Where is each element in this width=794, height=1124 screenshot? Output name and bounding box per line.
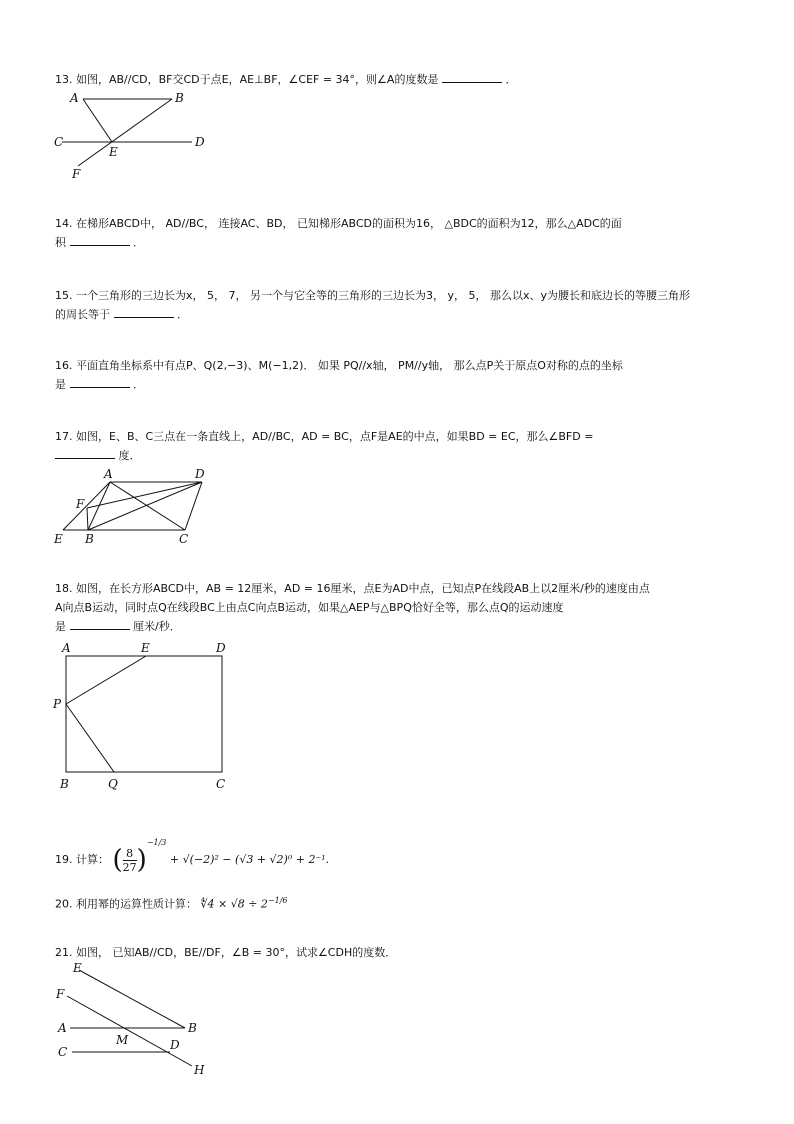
- question-13: 13. 如图，AB//CD，BF交CD于点E，AE⊥BF，∠CEF = 34°，则∠A的度数是 ．: [55, 70, 516, 89]
- label-F: F: [72, 167, 81, 181]
- question-17-line1: 17. 如图，E、B、C三点在一条直线上，AD//BC，AD = BC，点F是AE的中点，如果BD = EC，那么∠BFD =: [55, 430, 594, 443]
- label-A: A: [70, 91, 79, 105]
- label-E: E: [54, 532, 63, 546]
- label-F: F: [56, 987, 65, 1001]
- answer-blank[interactable]: [70, 375, 130, 388]
- label-E: E: [109, 145, 118, 159]
- label-C: C: [216, 777, 226, 791]
- label-A: A: [104, 467, 113, 481]
- label-E: E: [141, 641, 150, 655]
- label-M: M: [116, 1033, 129, 1047]
- question-15: 15. 一个三角形的三边长为x， 5， 7， 另一个与它全等的三角形的三边长为3， y， 5， 那么以x、y为腰长和底边长的等腰三角形 的周长等于 ．: [55, 286, 690, 324]
- label-A: A: [62, 641, 71, 655]
- label-H: H: [194, 1063, 205, 1077]
- answer-blank[interactable]: [442, 70, 502, 83]
- label-B: B: [188, 1021, 197, 1035]
- label-F: F: [76, 497, 85, 511]
- question-18-line2: A向点B运动，同时点Q在线段BC上由点C向点B运动，如果△AEP与△BPQ恰好全等，那么点Q的运动速度: [55, 601, 564, 614]
- question-15-line1: 15. 一个三角形的三边长为x， 5， 7， 另一个与它全等的三角形的三边长为3， y， 5， 那么以x、y为腰长和底边长的等腰三角形: [55, 289, 690, 302]
- question-19: 19. 计算： ( $\frac{8}{27}$ )$^{-1/3}$ + √(−2)² − (√3 + √2)⁰ + 2⁻¹.: [55, 838, 330, 875]
- answer-blank[interactable]: [114, 305, 174, 318]
- figure-17: [50, 468, 220, 548]
- question-21-text: 21. 如图， 已知AB//CD，BE//DF，∠B = 30°，试求∠CDH的度数．: [55, 946, 397, 959]
- question-14: 14. 在梯形ABCD中， AD//BC， 连接AC、BD， 已知梯形ABCD的面积为16， △BDC的面积为12，那么△ADC的面 积 ．: [55, 214, 622, 252]
- label-P: P: [53, 697, 62, 711]
- answer-blank[interactable]: [70, 233, 130, 246]
- question-18-line1: 18. 如图，在长方形ABCD中，AB = 12厘米，AD = 16厘米，点E为AD中点，已知点P在线段AB上以2厘米/秒的速度由点: [55, 582, 650, 595]
- label-C: C: [54, 135, 64, 149]
- label-B: B: [60, 777, 69, 791]
- label-Q: Q: [108, 777, 118, 791]
- question-13-text: 13. 如图，AB//CD，BF交CD于点E，AE⊥BF，∠CEF = 34°，则∠A的度数是: [55, 73, 439, 86]
- fraction: $\frac{8}{27}$: [122, 846, 137, 874]
- question-20: 20. 利用幂的运算性质计算： ∜4 × $√8 \div 2^{-1/6}$: [55, 896, 288, 911]
- label-E: E: [73, 961, 82, 975]
- figure-18: [50, 640, 235, 795]
- label-D: D: [216, 641, 226, 655]
- expression-rest: + √(−2)² − (√3 + √2)⁰ + 2⁻¹.: [169, 853, 330, 866]
- label-B: B: [85, 532, 94, 546]
- question-16-line1: 16. 平面直角坐标系中有点P、Q(2,−3)、M(−1,2)． 如果 PQ//x轴， PM//y轴， 那么点P关于原点O对称的点的坐标: [55, 359, 623, 372]
- question-14-line1: 14. 在梯形ABCD中， AD//BC， 连接AC、BD， 已知梯形ABCD的面积为16， △BDC的面积为12，那么△ADC的面: [55, 217, 622, 230]
- question-18: 18. 如图，在长方形ABCD中，AB = 12厘米，AD = 16厘米，点E为AD中点，已知点P在线段AB上以2厘米/秒的速度由点 A向点B运动，同时点Q在线段BC上由点C向点B运动，如果△AEP与△BPQ恰好全等，那么点Q的运动速度 是 厘米/秒．: [55, 579, 650, 636]
- question-16: 16. 平面直角坐标系中有点P、Q(2,−3)、M(−1,2)． 如果 PQ//x轴， PM//y轴， 那么点P关于原点O对称的点的坐标 是 ．: [55, 356, 623, 394]
- label-D: D: [195, 135, 205, 149]
- expression: ∜4 × √8 ÷ 2: [200, 897, 268, 911]
- label-D: D: [170, 1038, 180, 1052]
- answer-blank[interactable]: [70, 617, 130, 630]
- label-D: D: [195, 467, 205, 481]
- figure-21: [50, 960, 220, 1085]
- label-C: C: [58, 1045, 68, 1059]
- figure-13: [50, 88, 210, 183]
- label-C: C: [179, 532, 189, 546]
- question-17: 17. 如图，E、B、C三点在一条直线上，AD//BC，AD = BC，点F是AE的中点，如果BD = EC，那么∠BFD = 度．: [55, 427, 593, 465]
- label-B: B: [175, 91, 184, 105]
- answer-blank[interactable]: [55, 446, 115, 459]
- label-A: A: [58, 1021, 67, 1035]
